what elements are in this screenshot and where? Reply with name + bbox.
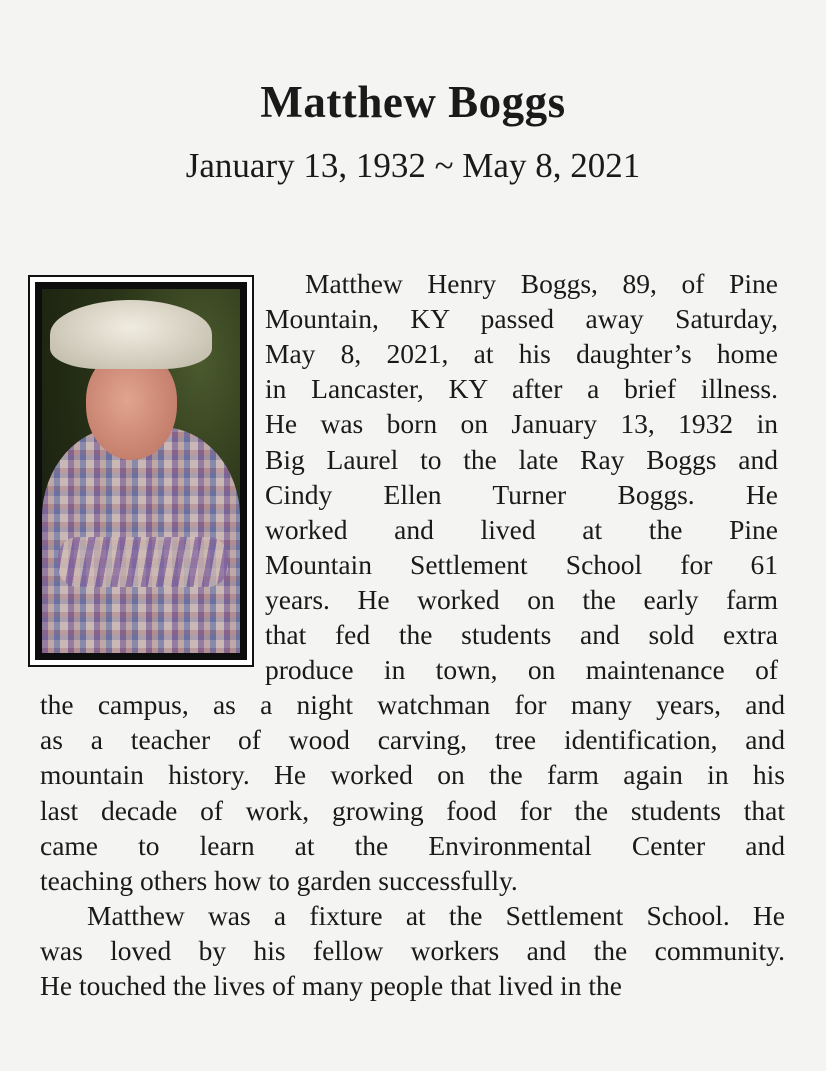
body-line: Big Laurel to the late Ray Boggs and [265, 443, 778, 475]
body-line: was loved by his fellow workers and the community. [40, 934, 785, 966]
photo-hat [50, 300, 212, 369]
body-line: Matthew Henry Boggs, 89, of Pine [305, 268, 778, 299]
body-line: Cindy Ellen Turner Boggs. He [265, 478, 778, 510]
body-line: last decade of work, growing food for the students that [40, 794, 785, 826]
portrait-photo [42, 289, 240, 653]
photo-border [35, 282, 247, 660]
body-line: He was born on January 13, 1932 in [265, 408, 778, 440]
body-line: the campus, as a night watchman for many years, and [40, 689, 785, 721]
body-line: as a teacher of wood carving, tree identification, and [40, 724, 785, 756]
photo-arms [58, 537, 228, 588]
portrait-photo-frame [28, 275, 254, 667]
body-line: that fed the students and sold extra [265, 619, 778, 650]
body-line: teaching others how to garden successfully. [40, 864, 518, 896]
body-line: produce in town, on maintenance of [265, 654, 778, 686]
body-line: May 8, 2021, at his daughter’s home [265, 338, 778, 370]
body-line: Matthew was a fixture at the Settlement School. He [87, 899, 785, 931]
page-title: Matthew Boggs [260, 77, 566, 127]
body-line: Mountain, KY passed away Saturday, [265, 303, 778, 335]
life-dates: January 13, 1932 ~ May 8, 2021 [185, 146, 641, 185]
body-line: years. He worked on the early farm [265, 583, 778, 615]
body-line: worked and lived at the Pine [265, 513, 778, 545]
body-line: He touched the lives of many people that lived in the [40, 970, 622, 1001]
body-line: in Lancaster, KY after a brief illness. [265, 373, 778, 405]
body-line: Mountain Settlement School for 61 [265, 548, 778, 580]
body-line: mountain history. He worked on the farm again in his [40, 759, 785, 791]
body-line: came to learn at the Environmental Center and [40, 829, 785, 861]
